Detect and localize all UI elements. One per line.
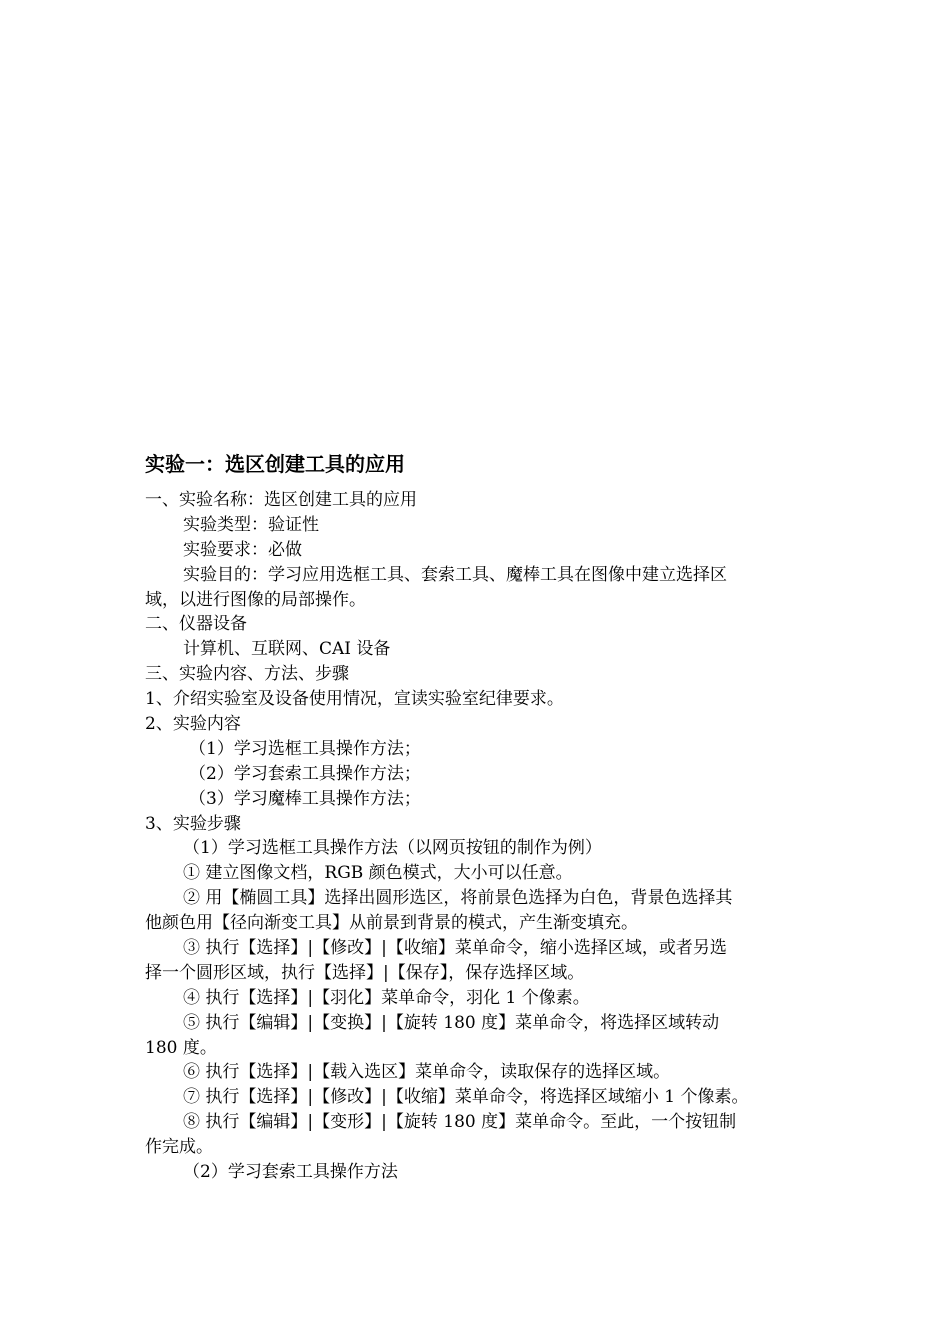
text-line: 180 度。 (145, 1037, 217, 1058)
document-body (145, 488, 815, 1185)
text-line: 三、实验内容、方法、步骤 (145, 664, 349, 685)
document-title: 实验一：选区创建工具的应用 (145, 452, 405, 476)
text-line: 实验要求：必做 (183, 539, 302, 560)
text-line: 择一个圆形区域，执行【选择】|【保存】，保存选择区域。 (145, 962, 585, 983)
text-line: （2）学习套索工具操作方法； (189, 763, 421, 784)
text-line: ③ 执行【选择】|【修改】|【收缩】菜单命令，缩小选择区域，或者另选 (183, 938, 727, 959)
text-line: 二、仪器设备 (145, 614, 247, 635)
text-line: 计算机、互联网、CAI 设备 (183, 639, 391, 660)
text-line: 实验类型：验证性 (183, 514, 319, 535)
text-line: 2、实验内容 (145, 714, 241, 735)
text-line: ⑦ 执行【选择】|【修改】|【收缩】菜单命令，将选择区域缩小 1 个像素。 (183, 1087, 749, 1108)
text-line: ⑧ 执行【编辑】|【变形】|【旋转 180 度】菜单命令。至此，一个按钮制 (183, 1112, 737, 1133)
text-line: 域，以进行图像的局部操作。 (145, 589, 366, 610)
text-line: ② 用【椭圆工具】选择出圆形选区，将前景色选择为白色，背景色选择其 (183, 888, 733, 909)
text-line: 1、介绍实验室及设备使用情况，宣读实验室纪律要求。 (145, 689, 564, 710)
text-line: 他颜色用【径向渐变工具】从前景到背景的模式，产生渐变填充。 (145, 913, 638, 934)
text-line: 3、实验步骤 (145, 813, 241, 834)
text-line: ⑥ 执行【选择】|【载入选区】菜单命令，读取保存的选择区域。 (183, 1062, 671, 1083)
text-line: 一、实验名称：选区创建工具的应用 (145, 490, 417, 510)
text-line: 作完成。 (145, 1137, 213, 1158)
text-line: （1）学习选框工具操作方法（以网页按钮的制作为例） (183, 838, 602, 859)
text-line: ① 建立图像文档，RGB 颜色模式，大小可以任意。 (183, 863, 573, 884)
text-line: ⑤ 执行【编辑】|【变换】|【旋转 180 度】菜单命令，将选择区域转动 (183, 1012, 720, 1033)
text-line: （2）学习套索工具操作方法 (183, 1162, 398, 1183)
text-line: （1）学习选框工具操作方法； (189, 738, 421, 759)
text-line: ④ 执行【选择】|【羽化】菜单命令，羽化 1 个像素。 (183, 987, 590, 1008)
text-line: 实验目的：学习应用选框工具、套索工具、魔棒工具在图像中建立选择区 (183, 564, 727, 585)
text-line: （3）学习魔棒工具操作方法； (189, 788, 421, 809)
